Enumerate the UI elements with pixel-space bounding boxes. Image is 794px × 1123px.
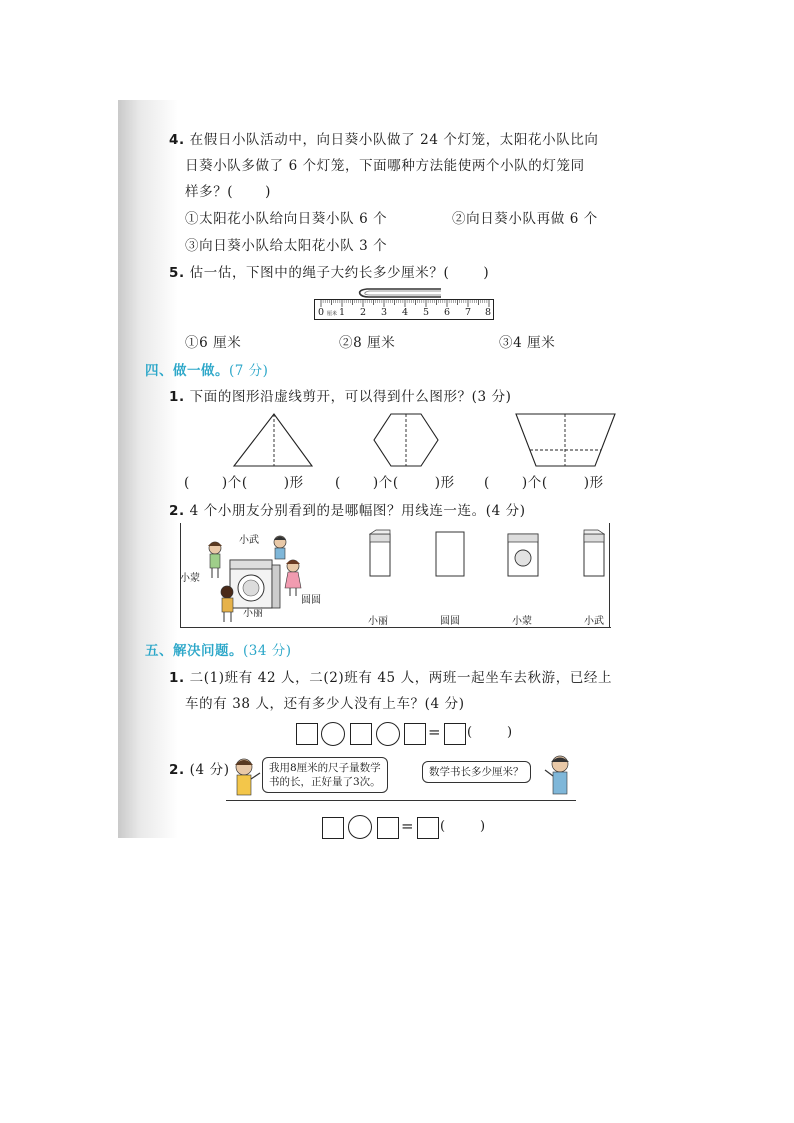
eq1-box-1[interactable]: [296, 723, 318, 745]
eq2-box-2[interactable]: [377, 817, 399, 839]
ruler-tick-5: 5: [423, 307, 430, 318]
view-pictures: [360, 528, 610, 580]
view-label-3: 小蒙: [512, 616, 532, 627]
s4q2-text: 4 个小朋友分别看到的是哪幅图？用线连一连。(4 分): [189, 503, 526, 519]
q5-number: 5.: [169, 265, 185, 281]
q4-line1: [169, 128, 599, 148]
ruler-tick-6: 6: [444, 307, 451, 318]
section-5-heading: [145, 639, 292, 659]
eq2-paren-open: (: [440, 819, 446, 834]
s5q2-points: (4 分): [189, 762, 230, 778]
q4-option-2: ②向日葵小队再做 6 个: [452, 211, 598, 227]
child-xiaomeng-icon: [208, 542, 222, 578]
eq1-operator-2[interactable]: [376, 722, 400, 746]
trapezoid-shape: [516, 414, 615, 466]
q4-line3: [185, 180, 271, 200]
q5-text: 估一估，下图中的绳子大约长多少厘米？(: [189, 265, 450, 281]
s4q2-number: 2.: [169, 503, 185, 519]
q4-text-line3: 样多？(: [185, 184, 234, 200]
q4-option-3: ③向日葵小队给太阳花小队 3 个: [185, 238, 388, 254]
ruler-tick-8: 8: [485, 307, 492, 318]
q4-paren-close: ): [265, 184, 272, 200]
eq2-result-box[interactable]: [417, 817, 439, 839]
eq1-paren-close: ): [507, 725, 513, 740]
ruler-tick-4: 4: [402, 307, 409, 318]
boy-illustration-icon: [542, 752, 576, 800]
s4q1-number: 1.: [169, 389, 185, 405]
view-side-panel-icon: [370, 530, 390, 576]
q5-option-1: ①6 厘米: [185, 335, 242, 351]
q5-option-2: ②8 厘米: [339, 335, 396, 351]
child-xiaoli-icon: [221, 586, 233, 622]
view-label-1: 小丽: [368, 616, 388, 627]
washing-machine-icon: [230, 560, 280, 608]
ruler-tick-3: 3: [381, 307, 388, 318]
scene-label-xiaowu: 小武: [239, 535, 259, 546]
section-5-points: (34 分): [243, 643, 292, 659]
q4-text-line1: 在假日小队活动中，向日葵小队做了 24 个灯笼，太阳花小队比向: [189, 132, 599, 148]
s5q1-line2: 车的有 38 人，还有多少人没有上车？(4 分): [185, 696, 465, 712]
q4-option-1: ①太阳花小队给向日葵小队 6 个: [185, 211, 388, 227]
view-back-plain-icon: [436, 532, 464, 576]
section-4-title: 四、做一做。: [145, 363, 229, 379]
eq1-operator-1[interactable]: [321, 722, 345, 746]
scene-label-yuanyuan: 圆圆: [301, 595, 321, 606]
s4q1-line: [169, 385, 512, 405]
eq1-box-3[interactable]: [404, 723, 426, 745]
speech-bubble-girl: [262, 757, 388, 793]
bubble-girl-line1: 我用8厘米的尺子量数学: [269, 762, 381, 774]
eq1-result-box[interactable]: [444, 723, 466, 745]
bubble-girl-line2: 书的长，正好量了3次。: [269, 776, 381, 788]
view-other-side-icon: [584, 530, 604, 576]
child-yuanyuan-icon: [285, 560, 301, 596]
s5q1-number: 1.: [169, 670, 185, 686]
ruler-tick-1: 1: [339, 307, 346, 318]
section-4-points: (7 分): [229, 363, 269, 379]
eq2-equals: =: [401, 817, 414, 835]
ruler-tick-2: 2: [360, 307, 367, 318]
eq2-box-1[interactable]: [322, 817, 344, 839]
eq1-equals: =: [428, 723, 441, 741]
s5q2-line: [169, 758, 230, 778]
bubble-boy-text: 数学书长多少厘米？: [429, 766, 524, 778]
s5q1-line1: [169, 666, 612, 686]
speech-bubble-boy: [422, 761, 531, 783]
scene-label-xiaoli: 小丽: [243, 608, 263, 619]
s5q2-number: 2.: [169, 762, 185, 778]
eq1-unit-blank[interactable]: [473, 724, 507, 742]
scene-label-xiaomeng: 小蒙: [180, 573, 200, 584]
q5-paren-close: ): [483, 265, 490, 281]
q4-line2: 日葵小队多做了 6 个灯笼，下面哪种方法能使两个小队的灯笼同: [185, 158, 585, 174]
ruler-tick-7: 7: [465, 307, 472, 318]
eq2-paren-close: ): [480, 819, 486, 834]
child-xiaowu-icon: [274, 536, 286, 559]
shape-figures: [220, 410, 640, 470]
q5-option-3: ③4 厘米: [499, 335, 556, 351]
q4-number: 4.: [169, 132, 185, 148]
eq2-unit-blank[interactable]: [446, 818, 480, 836]
ruler-tick-0: 0: [318, 307, 325, 318]
triangle-shape: [234, 414, 312, 466]
eq1-box-2[interactable]: [350, 723, 372, 745]
view-label-4: 小武: [584, 616, 604, 627]
rope-icon: [355, 286, 445, 300]
s4q2-line: [169, 499, 526, 519]
ruler-unit: 厘米: [327, 311, 338, 317]
s4q1-fill-2: ( )个( )形: [335, 475, 455, 491]
s5q2-baseline: [226, 800, 576, 801]
s5q1-text-line1: 二(1)班有 42 人，二(2)班有 45 人，两班一起坐车去秋游，已经上: [189, 670, 613, 686]
s4q1-fill-3: ( )个( )形: [484, 475, 604, 491]
eq1-paren-open: (: [467, 725, 473, 740]
view-label-2: 圆圆: [440, 616, 460, 627]
hexagon-shape: [374, 414, 438, 466]
section-4-heading: [145, 359, 268, 379]
view-front-door-icon: [508, 534, 538, 576]
eq2-operator[interactable]: [348, 815, 372, 839]
ruler: [314, 299, 494, 320]
s4q1-fill-1: ( )个( )形: [184, 475, 304, 491]
girl-illustration-icon: [228, 755, 264, 801]
s4q1-text: 下面的图形沿虚线剪开，可以得到什么图形？(3 分): [189, 389, 512, 405]
section-5-title: 五、解决问题。: [145, 643, 243, 659]
q5-line: [169, 261, 489, 281]
